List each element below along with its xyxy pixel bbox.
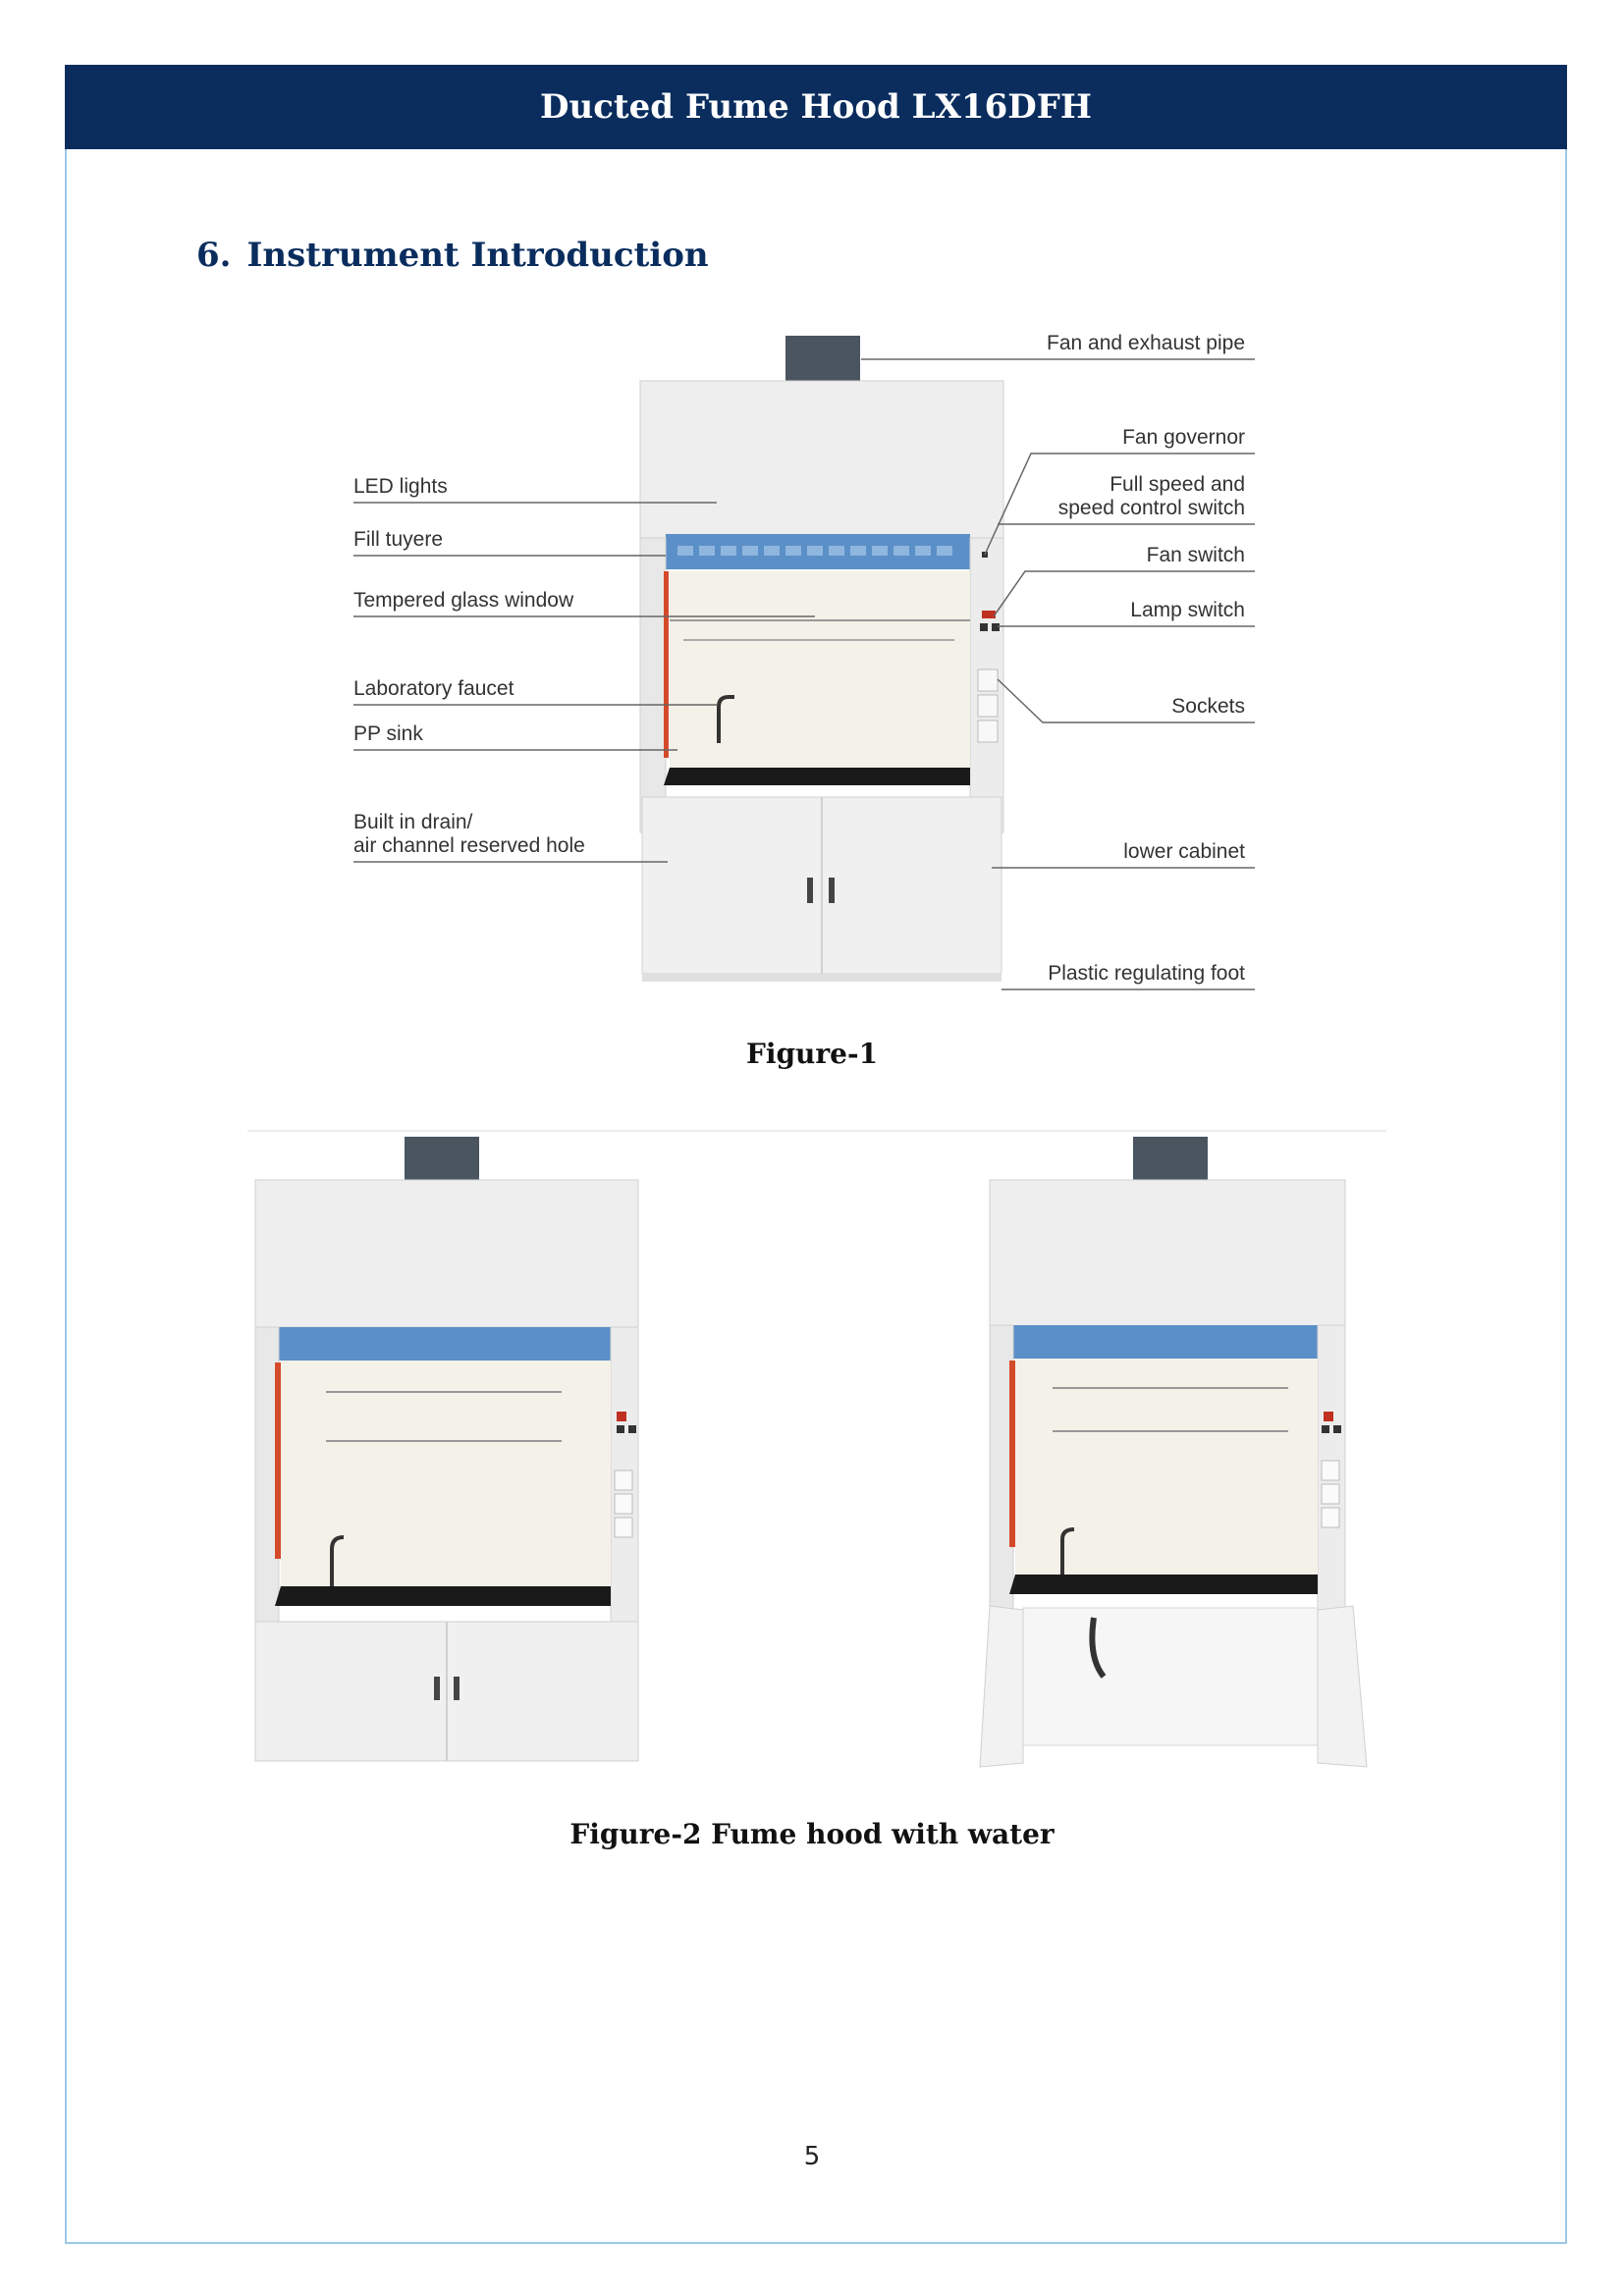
label-full-speed-line2: speed control switch [1057, 497, 1245, 519]
label-fan-governor: Fan governor [1122, 426, 1245, 449]
hood-upper-panel [640, 381, 1003, 538]
label-pp-sink: PP sink [353, 722, 423, 745]
label-fill-tuyere: Fill tuyere [353, 528, 444, 551]
label-sockets: Sockets [1171, 695, 1245, 718]
section-number: 6. [196, 236, 232, 275]
label-lab-faucet: Laboratory faucet [353, 677, 514, 700]
exhaust-pipe [785, 336, 860, 381]
label-led-lights: LED lights [353, 475, 448, 498]
fume-hood-diagram [353, 306, 1276, 1003]
label-drain-line2: air channel reserved hole [353, 834, 585, 857]
fume-hood-open [980, 1137, 1367, 1767]
figure-2-caption: Figure-2 Fume hood with water [569, 1818, 1055, 1850]
work-chamber [670, 571, 970, 768]
section-heading [196, 236, 709, 275]
label-lamp-switch: Lamp switch [1130, 599, 1245, 621]
label-full-speed-line1: Full speed and [1110, 473, 1245, 496]
label-drain-line1: Built in drain/ [353, 811, 473, 833]
document-title: Ducted Fume Hood LX16DFH [540, 87, 1092, 127]
section-title: Instrument Introduction [246, 236, 709, 275]
label-tempered-glass: Tempered glass window [353, 589, 574, 612]
figure-2 [247, 1127, 1386, 1775]
fume-hood-closed [255, 1137, 638, 1761]
label-lower-cabinet: lower cabinet [1123, 840, 1245, 863]
page-number: 5 [803, 2142, 821, 2171]
label-fan-switch: Fan switch [1146, 544, 1245, 566]
figure-1 [353, 306, 1276, 1003]
label-plastic-foot: Plastic regulating foot [1048, 962, 1245, 985]
pp-sink [664, 768, 970, 785]
label-fan-exhaust: Fan and exhaust pipe [1047, 332, 1245, 354]
figure-1-caption: Figure-1 [745, 1038, 879, 1070]
document-header [65, 65, 1567, 149]
fume-hood-photos [247, 1127, 1386, 1775]
